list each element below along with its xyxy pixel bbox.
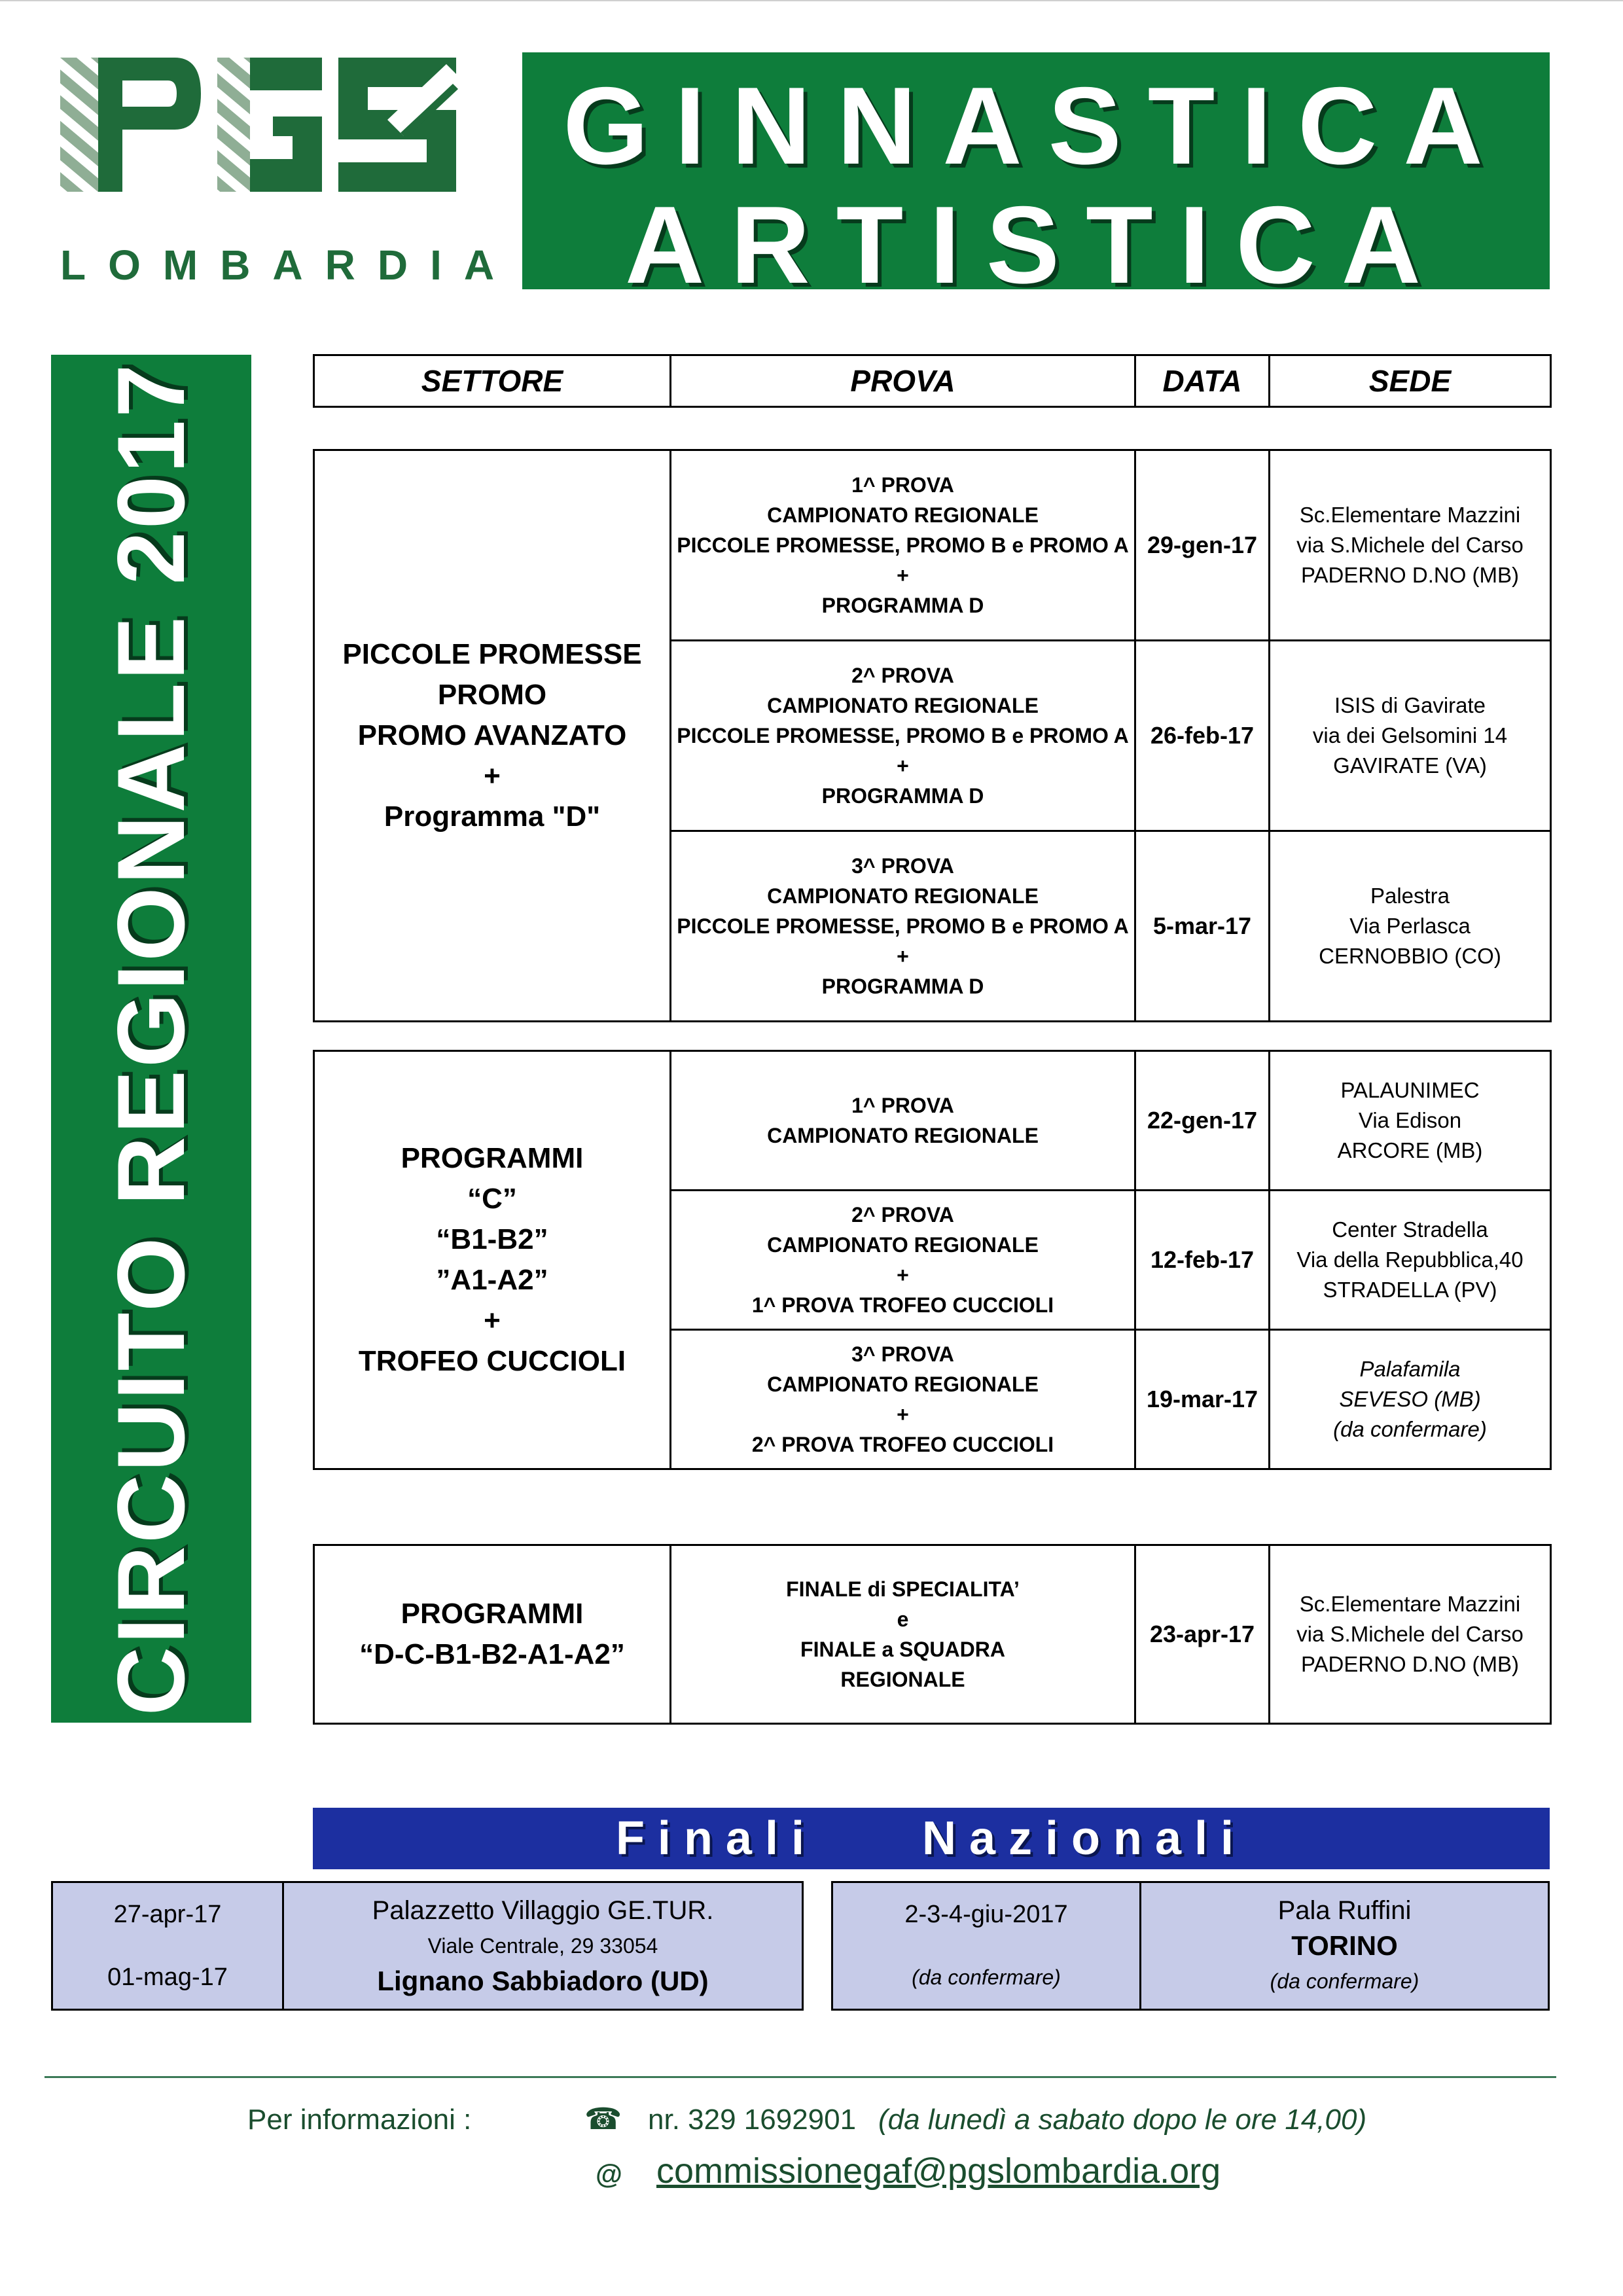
- data-cell: 12-feb-17: [1135, 1191, 1270, 1330]
- top-rule: [0, 0, 1623, 1]
- sede-cell: Sc.Elementare Mazzini via S.Michele del Carso PADERNO D.NO (MB): [1270, 450, 1551, 641]
- prova-cell: 1^ PROVA CAMPIONATO REGIONALE PICCOLE PROMESSE, PROMO B e PROMO A + PROGRAMMA D: [671, 450, 1135, 641]
- finali-right-venue: [1141, 1882, 1549, 2010]
- data-cell: 5-mar-17: [1135, 831, 1270, 1022]
- data-cell: 19-mar-17: [1135, 1330, 1270, 1469]
- settore-cell: PROGRAMMI “D-C-B1-B2-A1-A2”: [314, 1545, 671, 1724]
- finali-date-2: 01-mag-17: [107, 1964, 228, 1991]
- telephone-icon: ☎: [584, 2102, 622, 2136]
- prova-cell: 2^ PROVA CAMPIONATO REGIONALE PICCOLE PROMESSE, PROMO B e PROMO A + PROGRAMMA D: [671, 641, 1135, 831]
- sede-cell: ISIS di Gavirate via dei Gelsomini 14 GAVIRATE (VA): [1270, 641, 1551, 831]
- finali-city: TORINO: [1291, 1930, 1398, 1961]
- sede-cell: Center Stradella Via della Repubblica,40 STRADELLA (PV): [1270, 1191, 1551, 1330]
- finali-note: (da confermare): [1270, 1969, 1419, 1993]
- prova-cell: 3^ PROVA CAMPIONATO REGIONALE + 2^ PROVA TROFEO CUCCIOLI: [671, 1330, 1135, 1469]
- finali-right-box: [831, 1881, 1550, 2011]
- settore-cell: PROGRAMMI “C” “B1-B2” ”A1-A2” + TROFEO CUCCIOLI: [314, 1051, 671, 1469]
- header-data: DATA: [1135, 355, 1270, 407]
- finali-city: Lignano Sabbiadoro (UD): [377, 1965, 709, 1996]
- schedule-header: [313, 354, 1552, 408]
- finali-address: Viale Centrale, 29 33054: [427, 1934, 658, 1958]
- sede-cell: PALAUNIMEC Via Edison ARCORE (MB): [1270, 1051, 1551, 1191]
- finali-left-box: [51, 1881, 804, 2011]
- circuit-banner-text: CIRCUITO REGIONALE 2017: [98, 361, 204, 1716]
- finali-nazionali-title: Finali Nazionali: [313, 1808, 1550, 1869]
- phone-hours: (da lunedì a sabato dopo le ore 14,00): [878, 2104, 1367, 2136]
- data-cell: 29-gen-17: [1135, 450, 1270, 641]
- finali-date-note: (da confermare): [912, 1965, 1061, 1989]
- at-icon: @: [596, 2159, 622, 2189]
- schedule-group-2: [313, 1050, 1552, 1470]
- finali-date: 2-3-4-giu-2017: [904, 1901, 1068, 1928]
- title-line-1: GINNASTICA: [563, 64, 1509, 187]
- finali-left-dates: [52, 1882, 283, 2010]
- header-settore: SETTORE: [314, 355, 671, 407]
- table-row: [314, 1051, 1551, 1191]
- table-row: [314, 450, 1551, 641]
- info-label: Per informazioni :: [247, 2104, 472, 2136]
- finali-date-1: 27-apr-17: [113, 1901, 222, 1928]
- table-row: [314, 1545, 1551, 1724]
- email-link[interactable]: commissionegaf@pgslombardia.org: [656, 2151, 1221, 2191]
- title-banner: [522, 52, 1550, 306]
- pgs-logo-mark: [60, 58, 466, 195]
- settore-cell: PICCOLE PROMESSE PROMO PROMO AVANZATO + Programma "D": [314, 450, 671, 1022]
- prova-cell: 2^ PROVA CAMPIONATO REGIONALE + 1^ PROVA TROFEO CUCCIOLI: [671, 1191, 1135, 1330]
- title-line-2: ARTISTICA: [625, 183, 1447, 306]
- data-cell: 26-feb-17: [1135, 641, 1270, 831]
- sede-cell: Palestra Via Perlasca CERNOBBIO (CO): [1270, 831, 1551, 1022]
- data-cell: 22-gen-17: [1135, 1051, 1270, 1191]
- logo-subtitle: LOMBARDIA: [60, 242, 517, 289]
- circuit-banner: [51, 355, 251, 1723]
- schedule-group-1: [313, 449, 1552, 1022]
- pgs-logo: [60, 58, 466, 195]
- data-cell: 23-apr-17: [1135, 1545, 1270, 1724]
- prova-cell: FINALE di SPECIALITA’ e FINALE a SQUADRA REGIONALE: [671, 1545, 1135, 1724]
- finali-right-dates: [832, 1882, 1141, 2010]
- footer-divider: [45, 2076, 1556, 2078]
- phone-number: nr. 329 1692901: [648, 2104, 857, 2136]
- prova-cell: 3^ PROVA CAMPIONATO REGIONALE PICCOLE PROMESSE, PROMO B e PROMO A + PROGRAMMA D: [671, 831, 1135, 1022]
- header-sede: SEDE: [1270, 355, 1551, 407]
- schedule-group-3: [313, 1544, 1552, 1725]
- finali-venue: Palazzetto Villaggio GE.TUR.: [372, 1896, 714, 1925]
- sede-cell: Sc.Elementare Mazzini via S.Michele del Carso PADERNO D.NO (MB): [1270, 1545, 1551, 1724]
- finali-left-venue: [283, 1882, 803, 2010]
- sede-cell: Palafamila SEVESO (MB) (da confermare): [1270, 1330, 1551, 1469]
- finali-venue: Pala Ruffini: [1277, 1896, 1412, 1925]
- prova-cell: 1^ PROVA CAMPIONATO REGIONALE: [671, 1051, 1135, 1191]
- header-prova: PROVA: [671, 355, 1135, 407]
